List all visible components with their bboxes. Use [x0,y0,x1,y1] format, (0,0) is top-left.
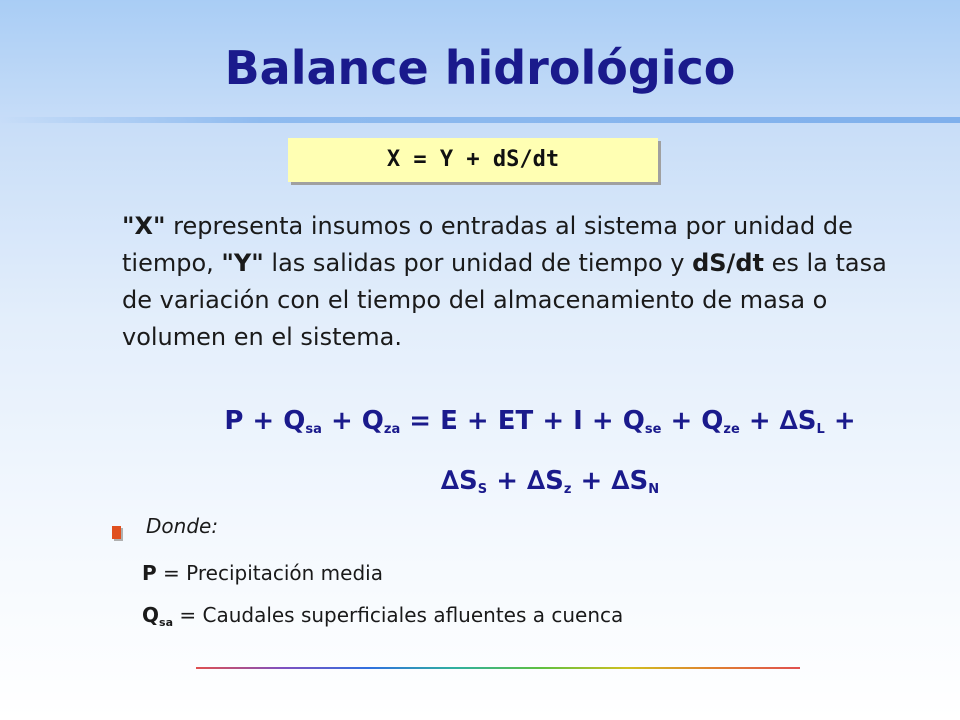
ds-term: dS/dt [692,249,764,277]
para-text-3: es la tasa de variación con el tiempo del almacenamiento de masa o volumen en el sistema. [122,249,887,351]
bottom-divider [196,667,800,669]
para-text-2: las salidas por unidad de tiempo y [263,249,693,277]
donde-label: Donde: [146,514,219,538]
balance-equation-line-2: $\Delta S_S + \Delta S_z + \Delta S_N$ [440,466,660,497]
y-term: "Y" [221,249,264,277]
definition-item: P = Precipitación media [142,561,383,585]
slide-title: Balance hidrológico [224,41,736,95]
x-term: "X" [122,212,166,240]
definition-item: $Q_{sa}$ = Caudales superficiales afluentes a cuenca [142,603,624,629]
bullet-icon [112,526,121,539]
formula-box: X = Y + dS/dt [288,138,658,182]
para-text-1: representa insumos o entradas al sistema por unidad de tiempo, [122,212,853,277]
description-paragraph [122,208,922,356]
balance-equation-line-1: $P + Q_{sa} + Q_{za} = E$ + ET + $I + Q_{se} + Q_{ze} + \Delta S_L$ + [224,406,856,437]
title-divider [0,117,960,123]
